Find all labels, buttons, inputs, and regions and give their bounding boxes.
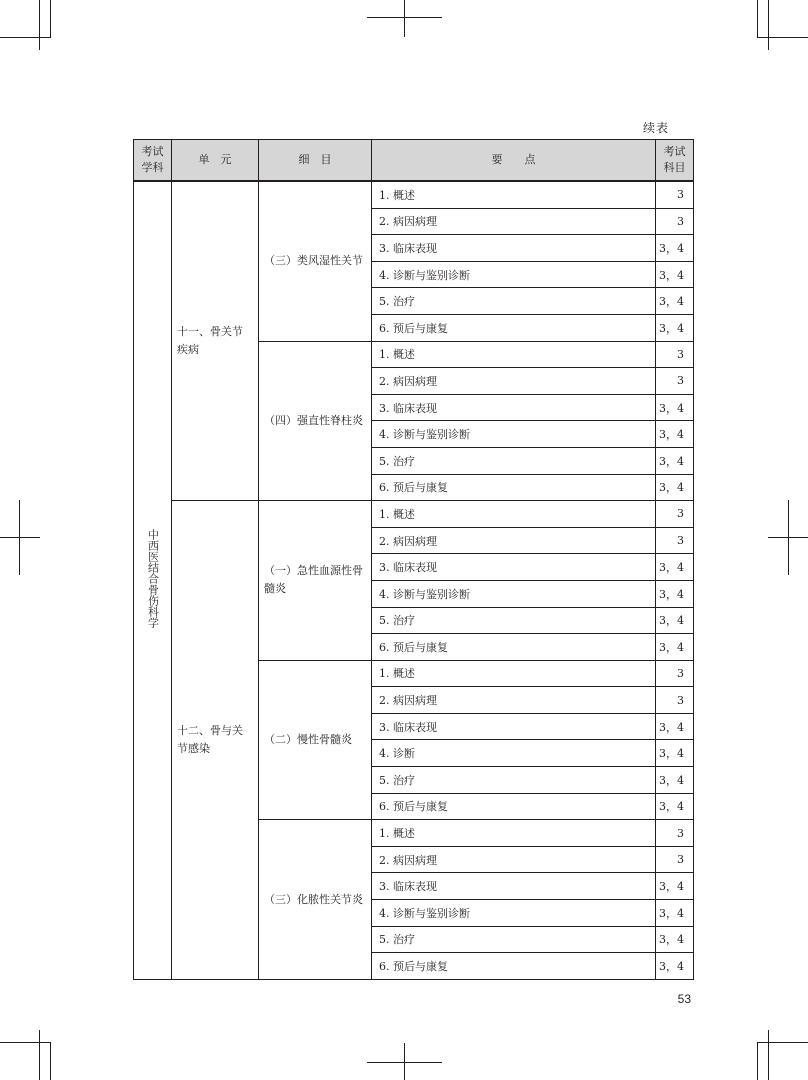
- point-cell: 6. 预后与康复: [372, 793, 656, 820]
- point-cell: 2. 病因病理: [372, 846, 656, 873]
- item-cell: （三）化脓性关节炎: [259, 820, 372, 980]
- continued-label: 续表: [643, 121, 670, 135]
- level-cell: 3: [656, 846, 694, 873]
- page-number: 53: [677, 992, 691, 1006]
- level-cell: 3，4: [656, 740, 694, 767]
- level-cell: 3，4: [656, 447, 694, 474]
- level-cell: 3: [656, 660, 694, 687]
- level-cell: 3，4: [656, 873, 694, 900]
- item-cell: （二）慢性骨髓炎: [259, 660, 372, 820]
- level-cell: 3，4: [656, 926, 694, 953]
- level-cell: 3: [656, 341, 694, 368]
- point-cell: 4. 诊断与鉴别诊断: [372, 421, 656, 448]
- table-row: [134, 181, 694, 208]
- subject-cell: [134, 181, 172, 979]
- point-cell: 2. 病因病理: [372, 208, 656, 235]
- level-cell: 3，4: [656, 793, 694, 820]
- level-cell: 3，4: [656, 288, 694, 315]
- header-item: 细 目: [259, 140, 372, 182]
- level-cell: 3: [656, 687, 694, 714]
- level-cell: 3，4: [656, 713, 694, 740]
- level-cell: 3，4: [656, 634, 694, 661]
- unit-cell: 十一、骨关节疾病: [172, 181, 259, 501]
- point-cell: 3. 临床表现: [372, 713, 656, 740]
- syllabus-table: [133, 139, 694, 980]
- header-row: [134, 140, 694, 182]
- header-subject-text: 考试学科: [141, 145, 164, 174]
- header-points: 要 点: [372, 140, 656, 182]
- level-cell: 3，4: [656, 474, 694, 501]
- header-subject: [134, 140, 172, 182]
- header-unit: 单 元: [172, 140, 259, 182]
- level-cell: 3: [656, 208, 694, 235]
- point-cell: 6. 预后与康复: [372, 953, 656, 980]
- level-cell: 3，4: [656, 261, 694, 288]
- item-cell: （三）类风湿性关节: [259, 181, 372, 341]
- point-cell: 6. 预后与康复: [372, 314, 656, 341]
- point-cell: 1. 概述: [372, 341, 656, 368]
- point-cell: 3. 临床表现: [372, 554, 656, 581]
- unit-cell: 十二、骨与关节感染: [172, 501, 259, 980]
- item-cell: （一）急性血源性骨髓炎: [259, 501, 372, 661]
- level-cell: 3，4: [656, 421, 694, 448]
- item-cell: （四）强直性脊柱炎: [259, 341, 372, 501]
- point-cell: 3. 临床表现: [372, 235, 656, 262]
- point-cell: 4. 诊断与鉴别诊断: [372, 580, 656, 607]
- point-cell: 6. 预后与康复: [372, 634, 656, 661]
- level-cell: 3，4: [656, 314, 694, 341]
- point-cell: 1. 概述: [372, 660, 656, 687]
- level-cell: 3，4: [656, 607, 694, 634]
- point-cell: 2. 病因病理: [372, 687, 656, 714]
- table-row: [134, 501, 694, 528]
- point-cell: 5. 治疗: [372, 288, 656, 315]
- point-cell: 2. 病因病理: [372, 368, 656, 395]
- header-level-text: 考试科目: [663, 145, 686, 174]
- table-body: [134, 181, 694, 979]
- point-cell: 5. 治疗: [372, 607, 656, 634]
- point-cell: 1. 概述: [372, 501, 656, 528]
- level-cell: 3，4: [656, 900, 694, 927]
- level-cell: 3: [656, 527, 694, 554]
- header-level: [656, 140, 694, 182]
- point-cell: 3. 临床表现: [372, 394, 656, 421]
- level-cell: 3，4: [656, 235, 694, 262]
- point-cell: 6. 预后与康复: [372, 474, 656, 501]
- point-cell: 4. 诊断: [372, 740, 656, 767]
- level-cell: 3，4: [656, 580, 694, 607]
- level-cell: 3，4: [656, 554, 694, 581]
- point-cell: 5. 治疗: [372, 926, 656, 953]
- point-cell: 2. 病因病理: [372, 527, 656, 554]
- level-cell: 3，4: [656, 394, 694, 421]
- point-cell: 5. 治疗: [372, 767, 656, 794]
- point-cell: 4. 诊断与鉴别诊断: [372, 900, 656, 927]
- point-cell: 5. 治疗: [372, 447, 656, 474]
- level-cell: 3: [656, 181, 694, 208]
- point-cell: 1. 概述: [372, 181, 656, 208]
- subject-text: 中西医结合骨伤科学: [146, 529, 160, 629]
- level-cell: 3，4: [656, 767, 694, 794]
- level-cell: 3，4: [656, 953, 694, 980]
- level-cell: 3: [656, 501, 694, 528]
- point-cell: 4. 诊断与鉴别诊断: [372, 261, 656, 288]
- point-cell: 3. 临床表现: [372, 873, 656, 900]
- level-cell: 3: [656, 368, 694, 395]
- level-cell: 3: [656, 820, 694, 847]
- point-cell: 1. 概述: [372, 820, 656, 847]
